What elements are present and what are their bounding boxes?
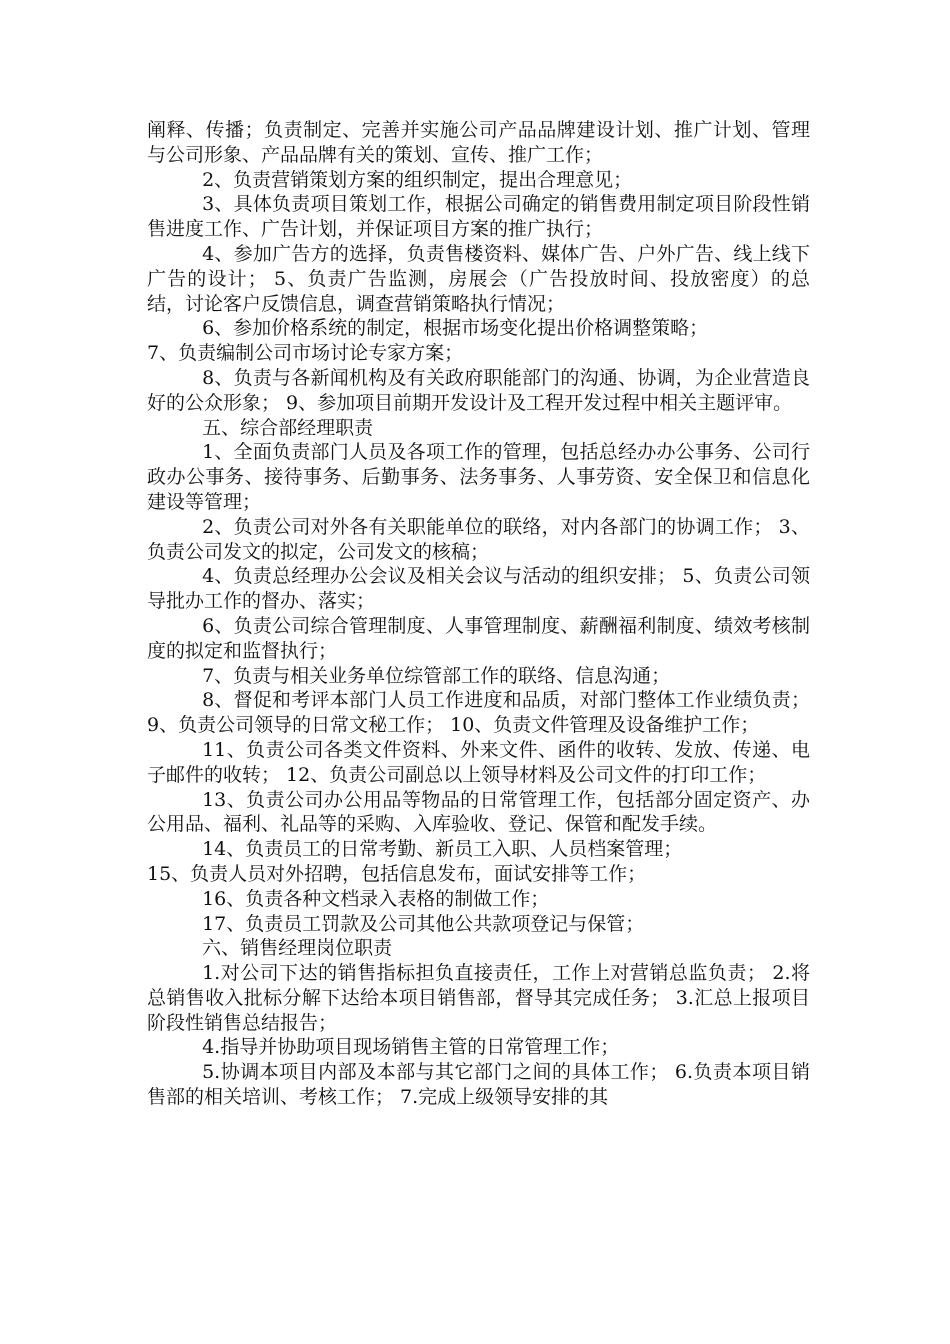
paragraph: 2、负责公司对外各有关职能单位的联络，对内各部门的协调工作； 3、负责公司发文的拟定，公司发文的核稿； (147, 515, 810, 563)
paragraph: 11、负责公司各类文件资料、外来文件、函件的收转、发放、传递、电子邮件的收转； 12、负责公司副总以上领导材料及公司文件的打印工作； (147, 738, 810, 786)
paragraph: 5.协调本项目内部及本部与其它部门之间的具体工作； 6.负责本项目销售部的相关培训、考核工作； 7.完成上级领导安排的其 (147, 1061, 810, 1109)
paragraph: 4.指导并协助项目现场销售主管的日常管理工作； (202, 1036, 620, 1059)
document-body (147, 118, 810, 1110)
paragraph: 8、督促和考评本部门人员工作进度和品质，对部门整体工作业绩负责； 9、负责公司领导的日常文秘工作； 10、负责文件管理及设备维护工作； (147, 689, 810, 737)
paragraph: 1.对公司下达的销售指标担负直接责任，工作上对营销总监负责； 2.将总销售收入批标分解下达给本项目销售部，督导其完成任务； 3.汇总上报项目阶段性销售总结报告； (147, 962, 810, 1034)
paragraph: 6、负责公司综合管理制度、人事管理制度、薪酬福利制度、绩效考核制度的拟定和监督执行； (147, 614, 810, 662)
paragraph: 五、综合部经理职责 (202, 416, 374, 439)
paragraph: 2、负责营销策划方案的组织制定，提出合理意见； (202, 168, 633, 191)
paragraph: 阐释、传播；负责制定、完善并实施公司产品品牌建设计划、推广计划、管理与公司形象、产品品牌有关的策划、宣传、推广工作； (147, 119, 810, 166)
paragraph: 3、具体负责项目策划工作，根据公司确定的销售费用制定项目阶段性销售进度工作、广告计划，并保证项目方案的推广执行； (147, 193, 810, 241)
paragraph: 13、负责公司办公用品等物品的日常管理工作，包括部分固定资产、办公用品、福利、礼品等的采购、入库验收、登记、保管和配发手续。 (147, 788, 810, 836)
paragraph: 15、负责人员对外招聘，包括信息发布，面试安排等工作； (147, 862, 647, 885)
paragraph: 六、销售经理岗位职责 (202, 937, 393, 960)
paragraph: 16、负责各种文档录入表格的制做工作； (202, 887, 550, 910)
paragraph: 17、负责员工罚款及公司其他公共款项登记与保管； (202, 912, 645, 935)
paragraph: 14、负责员工的日常考勤、新员工入职、人员档案管理； (202, 838, 683, 861)
paragraph: 4、负责总经理办公会议及相关会议与活动的组织安排； 5、负责公司领导批办工作的督办、落实； (147, 565, 810, 613)
paragraph: 7、负责与相关业务单位综管部工作的联络、信息沟通； (202, 664, 671, 687)
paragraph: 6、参加价格系统的制定，根据市场变化提出价格调整策略； (202, 317, 709, 340)
paragraph: 4、参加广告方的选择，负责售楼资料、媒体广告、户外广告、线上线下广告的设计； 5、负责广告监测，房展会（广告投放时间、投放密度）的总结，讨论客户反馈信息，调查营销策略执行情况； (147, 242, 810, 315)
paragraph: 1、全面负责部门人员及各项工作的管理，包括总经办办公事务、公司行政办公事务、接待事务、后勤事务、法务事务、人事劳资、安全保卫和信息化建设等管理； (147, 441, 810, 513)
paragraph: 8、负责与各新闻机构及有关政府职能部门的沟通、协调，为企业营造良好的公众形象； 9、参加项目前期开发设计及工程开发过程中相关主题评审。 (147, 366, 810, 414)
paragraph: 7、负责编制公司市场讨论专家方案； (147, 342, 464, 365)
